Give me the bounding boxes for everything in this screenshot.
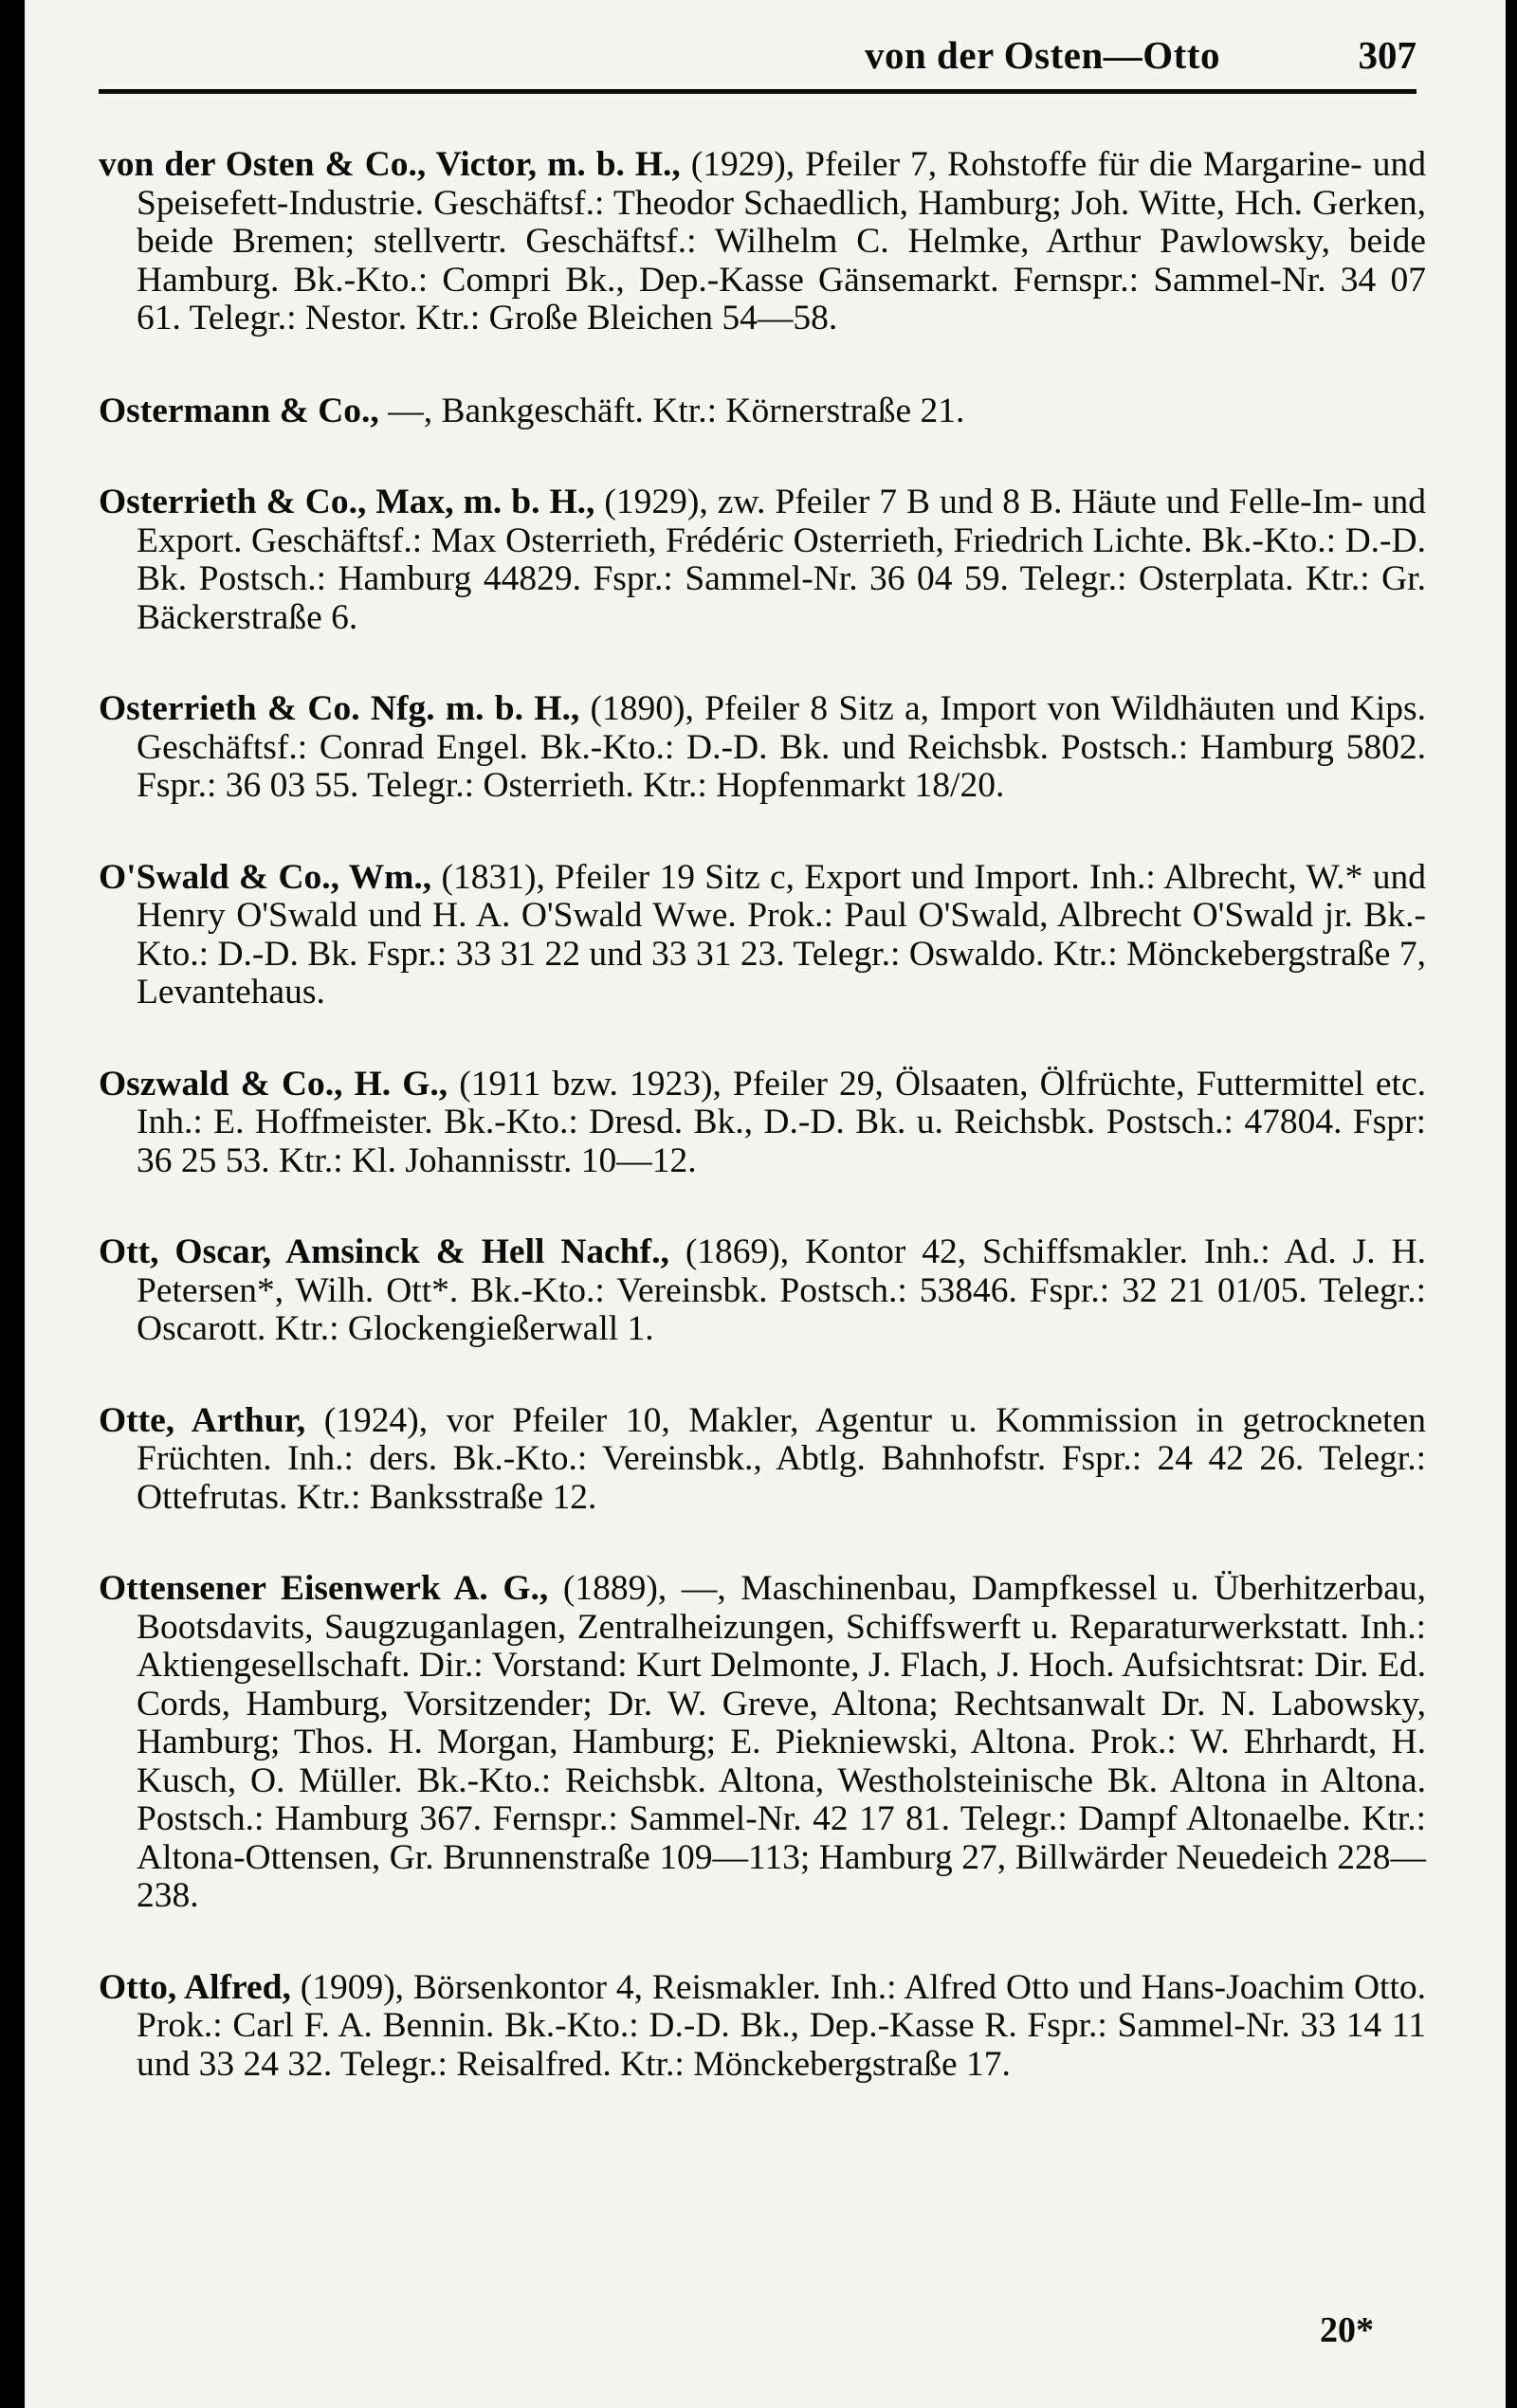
scan-edge-left <box>0 0 25 2408</box>
entry-company-name: Ostermann & Co., <box>99 391 379 430</box>
page-number: 307 <box>1358 33 1416 77</box>
running-head <box>99 28 1416 95</box>
directory-entries <box>99 146 1426 2084</box>
entry-company-name: Otto, Alfred, <box>99 1967 291 2007</box>
header-rule <box>99 89 1416 94</box>
directory-entry <box>99 483 1426 637</box>
entry-details: (1924), vor Pfeiler 10, Makler, Agentur u. Kommission in getrockneten Früchten. Inh.: ders. Bk.-Kto.: Vereinsbk., Abtlg. Bahnhofstr. Fspr.: 24 42 26. Telegr.: Ottefrutas. Ktr.: Banksstraße 12. <box>137 1400 1426 1517</box>
entry-details: (1889), —, Maschinenbau, Dampfkessel u. Überhitzerbau, Bootsdavits, Saugzuganlagen, Zentralheizungen, Schiffswerft u. Reparaturwerkstatt. Inh.: Aktiengesellschaft. Dir.: Vorstand: Kurt Delmonte, J. Flach, J. Hoch. Aufsichtsrat: Dir. Ed. Cords, Hamburg, Vorsitzender; Dr. W. Greve, Altona; Rechtsanwalt Dr. N. Labowsky, Hamburg; Thos. H. Morgan, Hamburg; E. Piekniewski, Altona. Prok.: W. Ehrhardt, H. Kusch, O. Müller. Bk.-Kto.: Reichsbk. Altona, Westholsteinische Bk. Altona in Altona. Postsch.: Hamburg 367. Fernspr.: Sammel-Nr. 42 17 81. Telegr.: Dampf Altonaelbe. Ktr.: Altona-Ottensen, Gr. Brunnenstraße 109—113; Hamburg 27, Billwärder Neuedeich 228—238. <box>137 1569 1427 1915</box>
entry-company-name: Ott, Oscar, Amsinck & Hell Nachf., <box>99 1232 669 1271</box>
directory-entry <box>99 1066 1426 1181</box>
directory-entry <box>99 1570 1426 1916</box>
entry-company-name: Oszwald & Co., H. G., <box>99 1064 448 1104</box>
entry-company-name: Osterrieth & Co. Nfg. m. b. H., <box>99 689 580 728</box>
entry-details: (1890), Pfeiler 8 Sitz a, Import von Wildhäuten und Kips. Geschäftsf.: Conrad Engel. Bk.-Kto.: D.-D. Bk. und Reichsbk. Postsch.: Hamburg 5802. Fspr.: 36 03 55. Telegr.: Osterrieth. Ktr.: Hopfenmarkt 18/20. <box>137 689 1426 805</box>
signature-mark: 20* <box>1320 2310 1374 2350</box>
directory-entry <box>99 1969 1426 2085</box>
entry-details: (1911 bzw. 1923), Pfeiler 29, Ölsaaten, Ölfrüchte, Futtermittel etc. Inh.: E. Hoffmeister. Bk.-Kto.: Dresd. Bk., D.-D. Bk. u. Reichsbk. Postsch.: 47804. Fspr: 36 25 53. Ktr.: Kl. Johannisstr. 10—12. <box>137 1064 1426 1180</box>
entry-details: (1909), Börsenkontor 4, Reismakler. Inh.: Alfred Otto und Hans-Joachim Otto. Prok.: Carl F. A. Bennin. Bk.-Kto.: D.-D. Bk., Dep.-Kasse R. Fspr.: Sammel-Nr. 33 14 11 und 33 24 32. Telegr.: Reisalfred. Ktr.: Mönckebergstraße 17. <box>137 1967 1427 2084</box>
scan-edge-right <box>1506 0 1517 2408</box>
entry-details: (1869), Kontor 42, Schiffsmakler. Inh.: Ad. J. H. Petersen*, Wilh. Ott*. Bk.-Kto.: Vereinsbk. Postsch.: 53846. Fspr.: 32 21 01/05. Telegr.: Oscarott. Ktr.: Glockengießerwall 1. <box>137 1232 1427 1348</box>
entry-details: (1831), Pfeiler 19 Sitz c, Export und Import. Inh.: Albrecht, W.* und Henry O'Swald und H. A. O'Swald Wwe. Prok.: Paul O'Swald, Albrecht O'Swald jr. Bk.-Kto.: D.-D. Bk. Fspr.: 33 31 22 und 33 31 23. Telegr.: Oswaldo. Ktr.: Mönckebergstraße 7, Levantehaus. <box>137 857 1426 1012</box>
directory-entry <box>99 690 1426 806</box>
entry-company-name: Otte, Arthur, <box>99 1400 306 1440</box>
entry-company-name: Osterrieth & Co., Max, m. b. H., <box>99 483 595 521</box>
entry-details: (1929), Pfeiler 7, Rohstoffe für die Margarine- und Speisefett-Industrie. Geschäftsf.: Theodor Schaedlich, Hamburg; Joh. Witte, Hch. Gerken, beide Bremen; stellvertr. Geschäftsf.: Wilhelm C. Helmke, Arthur Pawlowsky, beide Hamburg. Bk.-Kto.: Compri Bk., Dep.-Kasse Gänsemarkt. Fernspr.: Sammel-Nr. 34 07 61. Telegr.: Nestor. Ktr.: Große Bleichen 54—58. <box>137 145 1426 337</box>
entry-company-name: O'Swald & Co., Wm., <box>99 857 432 897</box>
entry-details: (1929), zw. Pfeiler 7 B und 8 B. Häute und Felle-Im- und Export. Geschäftsf.: Max Osterrieth, Frédéric Osterrieth, Friedrich Lichte. Bk.-Kto.: D.-D. Bk. Postsch.: Hamburg 44829. Fspr.: Sammel-Nr. 36 04 59. Telegr.: Osterplata. Ktr.: Gr. Bäckerstraße 6. <box>137 483 1426 637</box>
entry-company-name: Ottensener Eisenwerk A. G., <box>99 1569 549 1608</box>
directory-entry <box>99 859 1426 1012</box>
directory-entry <box>99 1233 1426 1349</box>
running-title: von der Osten—Otto <box>865 33 1220 77</box>
entry-details: —, Bankgeschäft. Ktr.: Körnerstraße 21. <box>378 391 965 430</box>
directory-entry <box>99 392 1426 431</box>
entry-company-name: von der Osten & Co., Victor, m. b. H., <box>99 145 681 184</box>
directory-entry <box>99 146 1426 338</box>
directory-entry <box>99 1402 1426 1518</box>
